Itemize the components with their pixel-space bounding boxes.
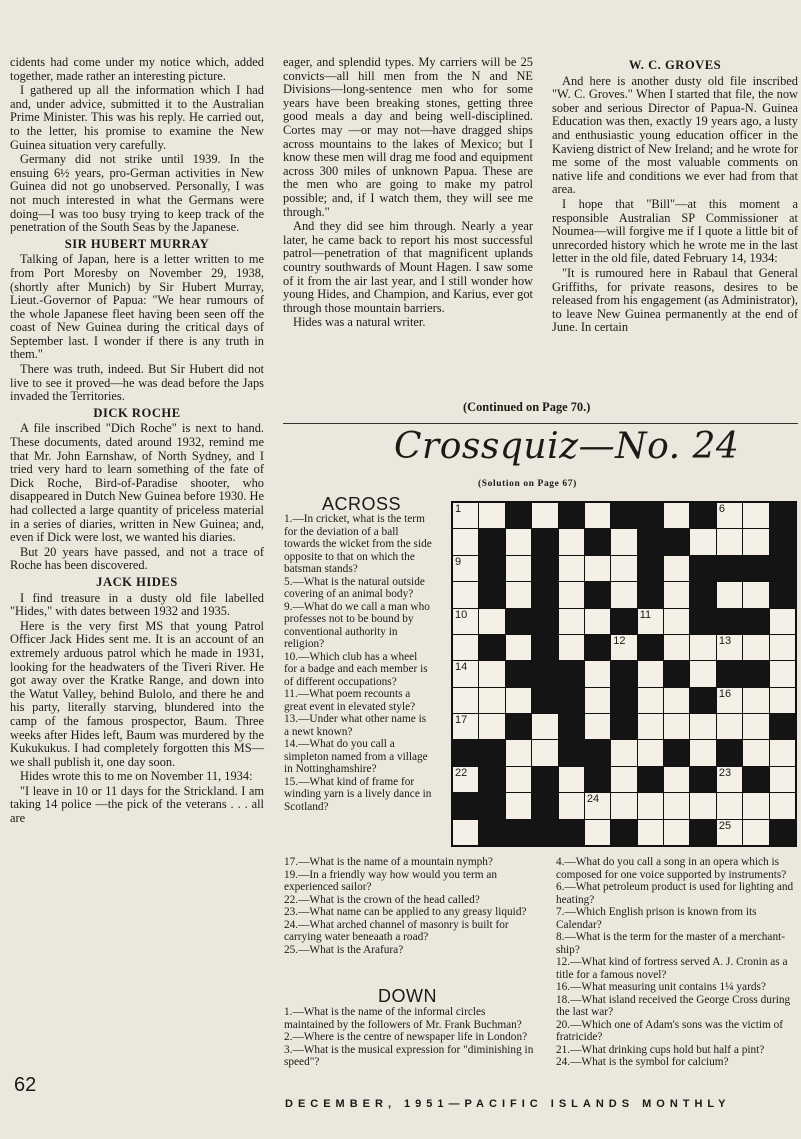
grid-block: [479, 556, 504, 581]
grid-block: [453, 793, 478, 818]
clue-number: 9: [455, 555, 462, 568]
paragraph: Hides was a natural writer.: [293, 315, 426, 330]
grid-block: [717, 740, 742, 765]
grid-cell[interactable]: [611, 767, 636, 792]
grid-cell[interactable]: [638, 740, 663, 765]
clue-number: 14: [455, 661, 468, 674]
grid-cell[interactable]: [479, 688, 504, 713]
grid-block: [611, 688, 636, 713]
clue-number: 10: [455, 608, 468, 621]
grid-cell[interactable]: [743, 688, 768, 713]
clue-number: 1: [455, 503, 462, 515]
grid-block: [479, 820, 504, 845]
grid-cell[interactable]: [717, 635, 742, 660]
grid-cell[interactable]: [479, 714, 504, 739]
grid-cell[interactable]: [717, 582, 742, 607]
clue-number: 13: [718, 634, 732, 647]
grid-cell[interactable]: [770, 661, 795, 686]
grid-cell[interactable]: [690, 714, 715, 739]
clue: 11.—What poem recounts a great event in elevated style?: [284, 688, 416, 713]
grid-cell[interactable]: [638, 688, 663, 713]
paragraph: cidents had come under my notice which, added together, made rather an interesting picture.: [10, 55, 264, 83]
clue: 9.—What do we call a man who professes not to be bound by conventional authority in religion?: [284, 600, 430, 650]
grid-cell[interactable]: [770, 635, 795, 660]
grid-cell[interactable]: [559, 793, 584, 818]
grid-block: [532, 820, 557, 845]
divider-rule: [283, 423, 798, 424]
grid-cell[interactable]: [585, 661, 610, 686]
grid-block: [770, 714, 795, 739]
clue-number: 22: [455, 766, 468, 779]
grid-cell[interactable]: [453, 688, 478, 713]
clue: 20.—Which one of Adam's sons was the victim of fratricide?: [556, 1018, 783, 1043]
grid-cell[interactable]: [453, 635, 478, 660]
clue: 17.—What is the name of a mountain nymph?: [284, 856, 493, 868]
grid-cell[interactable]: [506, 740, 531, 765]
clue: 21.—What drinking cups hold but half a pint?: [556, 1043, 765, 1056]
paragraph: "It is rumoured here in Rabaul that General Griffiths, for private reasons, desires to be released from his engagement (as Administrator), to leave New Guinea permanently at the end of June. In certain: [552, 265, 798, 335]
clue: 8.—What is the term for the master of a merchant-ship?: [556, 931, 785, 956]
grid-block: [690, 688, 715, 713]
grid-cell[interactable]: [532, 740, 557, 765]
grid-cell[interactable]: [770, 688, 795, 713]
across-clues: [284, 513, 432, 813]
grid-block: [585, 740, 610, 765]
grid-cell[interactable]: [611, 740, 636, 765]
section-heading: SIR HUBERT MURRAY: [64, 236, 210, 251]
grid-block: [559, 820, 584, 845]
grid-cell[interactable]: [770, 740, 795, 765]
grid-cell[interactable]: [585, 714, 610, 739]
article-column-3: [552, 56, 798, 336]
grid-block: [611, 714, 636, 739]
grid-cell[interactable]: [479, 609, 504, 634]
clue: 13.—Under what other name is a newt known?: [284, 713, 427, 738]
grid-block: [664, 661, 689, 686]
grid-block: [770, 503, 795, 528]
grid-cell[interactable]: [690, 635, 715, 660]
grid-block: [585, 582, 610, 607]
grid-block: [559, 503, 584, 528]
grid-cell[interactable]: [453, 661, 478, 686]
grid-block: [743, 767, 768, 792]
grid-block: [532, 582, 557, 607]
grid-block: [532, 661, 557, 686]
article-column-1: [10, 56, 264, 827]
clue: 22.—What is the crown of the head called?: [284, 893, 480, 906]
grid-block: [479, 793, 504, 818]
grid-cell[interactable]: [638, 609, 663, 634]
grid-block: [690, 582, 715, 607]
grid-cell[interactable]: [743, 714, 768, 739]
grid-block: [638, 556, 663, 581]
grid-block: [506, 609, 531, 634]
grid-block: [717, 556, 742, 581]
paragraph: I gathered up all the information which I had and, under advice, submitted it to the Australian Prime Minister. This was his reply. He carried out, to the letter, his promise to examine the New Guinea situation very carefully.: [10, 83, 264, 152]
clue-number: 12: [613, 634, 626, 647]
grid-cell[interactable]: [585, 503, 610, 528]
grid-cell[interactable]: [611, 529, 636, 554]
grid-block: [479, 529, 504, 554]
grid-block: [743, 661, 768, 686]
grid-block: [506, 503, 531, 528]
grid-block: [585, 767, 610, 792]
grid-block: [559, 740, 584, 765]
page-footer: DECEMBER, 1951—PACIFIC ISLANDS MONTHLY: [285, 1098, 731, 1110]
grid-cell[interactable]: [585, 556, 610, 581]
grid-block: [664, 529, 689, 554]
grid-cell[interactable]: [559, 582, 584, 607]
grid-cell[interactable]: [664, 714, 689, 739]
paragraph: Talking of Japan, here is a letter written to me from Port Moresby on November 29, 1938, (shortly after Munich) by Sir Hubert Murray, Lieut.-Governor of Papua: "We hear rumours of the whole Japanese fleet having been seen off the coast of New Guinea during the critical days of September last. I wonder if there is any truth in them.": [10, 252, 264, 362]
grid-block: [770, 820, 795, 845]
grid-cell[interactable]: [664, 503, 689, 528]
paragraph: And they did see him through. Nearly a year later, he came back to report his most successful patrol—penetration of that magnificent uplands country southwards of Mount Hagen. I saw some of it from the air last year, and I still wonder how young Hides, and Champion, and Karius, ever got through those mountain barriers.: [283, 219, 533, 315]
grid-cell[interactable]: [770, 609, 795, 634]
grid-cell[interactable]: [506, 767, 531, 792]
grid-cell[interactable]: [506, 688, 531, 713]
grid-cell[interactable]: [611, 793, 636, 818]
grid-block: [532, 767, 557, 792]
paragraph: A file inscribed "Dich Roche" is next to hand. These documents, dated around 1932, remind me that Mr. John Earnshaw, of North Sydney, and I tried very hard to learn something of the fate of Dick Roche, Bird-of-Paradise shooter, who disappeared in Dutch New Guinea before 1930. He had collected a large quantity of priceless material in a series of diaries, written in New Guinea; and, even if Dick were lost, we wanted his diaries.: [10, 421, 264, 545]
paragraph: There was truth, indeed. But Sir Hubert did not live to see it proved—he was dead before the Japs invaded the Territories.: [10, 362, 264, 404]
grid-cell[interactable]: [743, 582, 768, 607]
grid-cell[interactable]: [638, 820, 663, 845]
article-column-2: [283, 56, 533, 331]
clue-number: 25: [718, 819, 732, 832]
grid-block: [479, 740, 504, 765]
down-clues: [284, 1006, 534, 1069]
clue: 25.—What is the Arafura?: [284, 943, 404, 956]
grid-block: [506, 661, 531, 686]
grid-block: [585, 529, 610, 554]
grid-cell[interactable]: [453, 556, 478, 581]
paragraph: Germany did not strike until 1939. In the ensuing 6½ years, pro-German activities in New Guinea did not go unobserved. Personally, I was not much interested in what the Germans were doing—I was too busy trying to keep track of the penetration of the South Seas by the Japanese.: [10, 152, 264, 235]
grid-block: [506, 820, 531, 845]
grid-block: [770, 529, 795, 554]
across-clues-continued: [284, 856, 534, 956]
grid-block: [638, 503, 663, 528]
grid-block: [532, 635, 557, 660]
grid-cell[interactable]: [717, 767, 742, 792]
paragraph: eager, and splendid types. My carriers will be 25 convicts—all hill men from the N and NE Divisions—long-sentence men who for some years have been breaking stones, getting three good meals a day and being well-disciplined. Cortes may —or may not—have dragged ships across mountains to the lakes of Mexico; but I know these men will drag me food and equipment across 300 miles of unknown Papua. These are the men who are going to make my patrol possible; and, if I watch them, they will see me through.": [283, 55, 533, 219]
grid-cell[interactable]: [690, 661, 715, 686]
grid-block: [638, 767, 663, 792]
clue: 23.—What name can be applied to any greasy liquid?: [284, 906, 527, 918]
grid-block: [638, 529, 663, 554]
grid-block: [479, 582, 504, 607]
grid-cell[interactable]: [664, 793, 689, 818]
grid-cell[interactable]: [717, 688, 742, 713]
grid-block: [638, 582, 663, 607]
continued-note: (Continued on Page 70.): [463, 400, 591, 414]
grid-cell[interactable]: [664, 635, 689, 660]
down-heading: DOWN: [378, 986, 437, 1006]
clue: 18.—What island received the George Cross during the last war?: [556, 993, 791, 1018]
grid-block: [559, 714, 584, 739]
grid-cell[interactable]: [506, 529, 531, 554]
section-heading: DICK ROCHE: [93, 405, 181, 420]
grid-block: [743, 609, 768, 634]
grid-cell[interactable]: [664, 688, 689, 713]
grid-cell[interactable]: [743, 529, 768, 554]
page-number: 62: [14, 1074, 37, 1096]
grid-block: [453, 740, 478, 765]
solution-note: (Solution on Page 67): [478, 479, 577, 489]
paragraph: I hope that "Bill"—at this moment a responsible Australian SP Commissioner at Noumea—will forgive me if I quote a little bit of unrecorded history which he wrote me in the last letter in the old file, dated February 14, 1934:: [552, 196, 798, 266]
grid-cell[interactable]: [664, 609, 689, 634]
grid-cell[interactable]: [638, 714, 663, 739]
section-heading: JACK HIDES: [96, 574, 178, 589]
clue: 15.—What kind of frame for winding yarn is a lively dance in Scotland?: [284, 775, 432, 813]
clue: 10.—Which club has a wheel for a badge and each member is of different occupations?: [284, 650, 428, 688]
crossquiz-title: Crossquiz—No. 24: [394, 426, 740, 467]
grid-cell[interactable]: [453, 820, 478, 845]
grid-block: [532, 609, 557, 634]
grid-cell[interactable]: [532, 714, 557, 739]
clue: 4.—What do you call a song in an opera which is composed for one voice supported by instruments?: [556, 856, 787, 881]
grid-cell[interactable]: [717, 503, 742, 528]
grid-block: [532, 529, 557, 554]
clue: 16.—What measuring unit contains 1¼ yards?: [556, 981, 766, 993]
grid-block: [690, 556, 715, 581]
grid-cell[interactable]: [664, 582, 689, 607]
grid-block: [664, 740, 689, 765]
grid-cell[interactable]: [559, 529, 584, 554]
grid-cell[interactable]: [506, 556, 531, 581]
grid-block: [690, 609, 715, 634]
grid-block: [506, 714, 531, 739]
grid-cell[interactable]: [479, 503, 504, 528]
grid-block: [611, 609, 636, 634]
grid-cell[interactable]: [743, 740, 768, 765]
grid-cell[interactable]: [453, 767, 478, 792]
paragraph: And here is another dusty old file inscribed "W. C. Groves." When I started that file, the now sober and serious Director of Papua-N. Guinea Education was then, exactly 19 years ago, a lusty and enthusiastic young education officer in the Kavieng district of New Ireland; and he wrote for me some of the most valuable comments on native life and conditions we ever had from that area.: [552, 73, 798, 197]
grid-cell[interactable]: [638, 661, 663, 686]
grid-cell[interactable]: [743, 635, 768, 660]
grid-cell[interactable]: [585, 609, 610, 634]
clue-number: 24: [586, 793, 600, 806]
grid-cell[interactable]: [453, 609, 478, 634]
grid-cell[interactable]: [585, 820, 610, 845]
paragraph: But 20 years have passed, and not a trace of Roche has been discovered.: [10, 544, 264, 573]
grid-cell[interactable]: [611, 556, 636, 581]
paragraph: I find treasure in a dusty old file labelled "Hides," with dates between 1932 and 1935.: [10, 590, 264, 619]
clue: 2.—Where is the centre of newspaper life in London?: [284, 1031, 528, 1043]
grid-cell[interactable]: [770, 793, 795, 818]
grid-cell[interactable]: [585, 793, 610, 818]
grid-cell[interactable]: [664, 820, 689, 845]
grid-cell[interactable]: [559, 767, 584, 792]
grid-block: [532, 556, 557, 581]
clue: 12.—What kind of fortress served A. J. Cronin as a title for a famous novel?: [556, 956, 788, 981]
grid-block: [611, 820, 636, 845]
grid-block: [717, 609, 742, 634]
grid-cell[interactable]: [559, 556, 584, 581]
grid-cell[interactable]: [743, 820, 768, 845]
grid-block: [479, 635, 504, 660]
clue-number: 17: [455, 714, 468, 727]
grid-cell[interactable]: [743, 793, 768, 818]
grid-cell[interactable]: [690, 740, 715, 765]
paragraph: Hides wrote this to me on November 11, 1934:: [20, 769, 253, 784]
grid-cell[interactable]: [453, 582, 478, 607]
grid-cell[interactable]: [506, 582, 531, 607]
grid-block: [770, 582, 795, 607]
clue: 7.—Which English prison is known from its Calendar?: [556, 906, 757, 931]
down-clues-continued: [556, 856, 800, 1069]
grid-cell[interactable]: [506, 793, 531, 818]
grid-cell[interactable]: [717, 529, 742, 554]
grid-cell[interactable]: [559, 635, 584, 660]
grid-cell[interactable]: [585, 688, 610, 713]
grid-cell[interactable]: [559, 609, 584, 634]
grid-block: [690, 503, 715, 528]
grid-cell[interactable]: [717, 714, 742, 739]
grid-cell[interactable]: [453, 529, 478, 554]
grid-cell[interactable]: [611, 635, 636, 660]
clue-number: 11: [639, 608, 652, 621]
clue: 19.—In a friendly way how would you term an experienced sailor?: [284, 868, 498, 893]
grid-block: [770, 556, 795, 581]
section-heading: W. C. GROVES: [628, 58, 722, 72]
grid-cell[interactable]: [506, 635, 531, 660]
grid-block: [717, 661, 742, 686]
grid-cell[interactable]: [453, 714, 478, 739]
crossword-grid: [451, 501, 797, 847]
grid-block: [638, 635, 663, 660]
grid-cell[interactable]: [743, 503, 768, 528]
grid-block: [559, 661, 584, 686]
clue: 1.—In cricket, what is the term for the deviation of a ball towards the wicket from the side opposite to that on which the batsman stands?: [284, 513, 432, 575]
grid-block: [690, 820, 715, 845]
clue: 24.—What is the symbol for calcium?: [556, 1056, 729, 1068]
grid-block: [743, 556, 768, 581]
clue: 1.—What is the name of the informal circles maintained by the followers of Mr. Frank Buchman?: [284, 1006, 522, 1031]
grid-cell[interactable]: [479, 661, 504, 686]
grid-cell[interactable]: [664, 767, 689, 792]
grid-cell[interactable]: [690, 529, 715, 554]
clue: 6.—What petroleum product is used for lighting and heating?: [556, 881, 794, 906]
grid-block: [479, 767, 504, 792]
clue-number: 16: [718, 687, 732, 700]
clue-number: 23: [718, 766, 732, 779]
paragraph: "I leave in 10 or 11 days for the Strickland. I am taking 14 police —the pick of the veterans . . . all are: [10, 783, 264, 826]
grid-cell[interactable]: [717, 793, 742, 818]
grid-cell[interactable]: [453, 503, 478, 528]
grid-cell[interactable]: [611, 582, 636, 607]
grid-cell[interactable]: [770, 767, 795, 792]
clue: 3.—What is the musical expression for "diminishing in speed"?: [284, 1043, 534, 1068]
grid-block: [690, 767, 715, 792]
clue-number: 6: [718, 503, 725, 515]
grid-block: [611, 503, 636, 528]
clue: 24.—What arched channel of masonry is built for carrying water beneaath a road?: [284, 918, 509, 943]
grid-cell[interactable]: [717, 820, 742, 845]
grid-block: [559, 688, 584, 713]
grid-block: [585, 635, 610, 660]
clue: 5.—What is the natural outside covering of an animal body?: [284, 575, 425, 600]
grid-cell[interactable]: [638, 793, 663, 818]
grid-block: [611, 661, 636, 686]
across-heading: ACROSS: [322, 494, 402, 514]
grid-block: [532, 688, 557, 713]
grid-block: [532, 793, 557, 818]
clue: 14.—What do you call a simpleton named from a village in Nottinghamshire?: [284, 738, 428, 775]
grid-cell[interactable]: [690, 793, 715, 818]
paragraph: Here is the very first MS that young Patrol Officer Jack Hides sent me. It is an account of an extremely arduous patrol which he made in 1931, looking for the headwaters of the Tiveri River. He got away over the Kratke Range, and down into the Watut Valley, behind Bulolo, and there he and his party, literally starving, blundered into the camp of the famous prospector, Baum. Three weeks after Hides left, Baum was murdered by the Kukukukus. I had completely forgotten this MS—we shall publish it, one day soon.: [10, 618, 264, 769]
grid-cell[interactable]: [532, 503, 557, 528]
grid-cell[interactable]: [664, 556, 689, 581]
